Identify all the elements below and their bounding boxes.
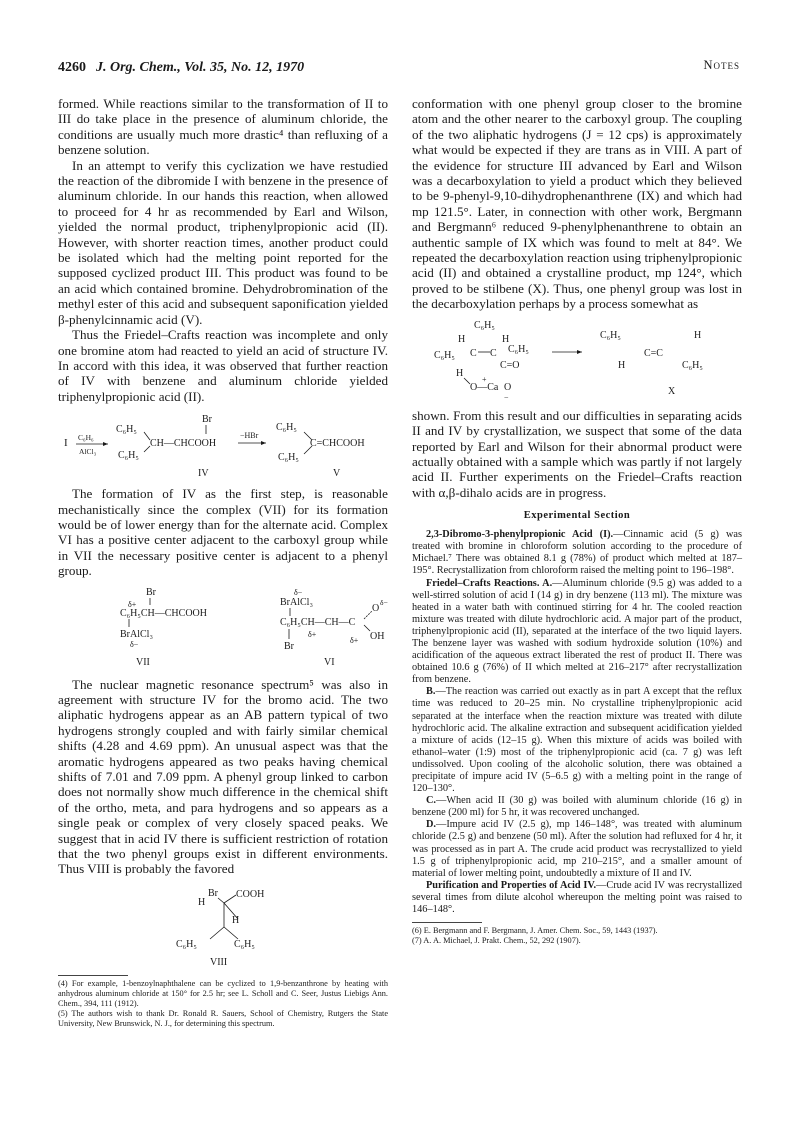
atom-label: O [372,602,380,614]
phenyl-label: C₆H₅ [434,349,455,361]
page-header [58,58,740,78]
experimental-paragraph [412,686,742,795]
atom-label: C [490,347,497,359]
structure-text: C=CHCOOH [310,438,365,450]
paragraph-body: —The reaction was carried out exactly as in part A except that the reflux time was reduced to 20–25 min. No crystalline triphenylpropionic acid separated at the interface when the reaction mixture was treated with dilute hydrochloric acid. The alkaline extraction and subsequent acidification yielded a mixture of acids (12–15 g). When this mixture of acids was boiled with ethanol–water (1:9) most of the triphenylpropionic acid (ca. 7 g) was left undissolved. Upon cooling of the alcoholic solution, there was obtained a precipitate of impure acid IV (5–6.5 g) with a melting point in the range of 120–130°. [412,686,742,795]
atom-label: Br [202,414,212,426]
paragraph-body: —Aluminum chloride (9.5 g) was added to a well-stirred solution of acid I (14 g) in dry benzene (113 ml). The mixture was heated in a water bath with continued stirring for 4 hr. The cooled reaction mixture was treated with dilute hydrochloric acid. A major part of the product, triphenylpropionic acid (II), separated at the interface of the two liquid layers. The benzene layer was washed with sodium hydroxide solution (10%) and acidification of the aqueous extract liberated the rest of product II. There was obtained 10.6 g (76%) of II which melted at 216–217° after recrystallization from benzene. [412,577,742,686]
paragraph-title: D. [426,819,437,831]
experimental-paragraph [412,819,742,879]
phenyl-label: C₆H₅ [118,450,139,462]
structure-text: CH—CHCOOH [150,438,217,450]
charge-label: + [482,374,487,384]
atom-label: O [504,381,512,393]
atom-label: H [502,333,510,345]
journal-citation: J. Org. Chem., Vol. 35, No. 12, 1970 [96,60,305,75]
page-number: 4260 [58,60,86,75]
atom-label: H [618,359,626,371]
charge-label: δ+ [350,635,359,645]
paragraph: The nuclear magnetic resonance spectrum⁵ was also in agreement with structure IV for the bromo acid. The two aliphatic hydrogens appear as an AB pattern typical of two hydrogens strongly coupled and with fairly similar chemical shifts (4.28 and 4.69 ppm). An unusual aspect was that the aromatic hydrogens appeared as two peaks having chemical shifts of 7.01 and 7.09 ppm. A phenyl group linked to carbon does not normally show much difference in the chemical shift of the ortho, meta, and para hydrogens and so appears as a single peak or complex of very closely spaced peaks. We suggest that in acid IV there is sufficient restriction of rotation that the two phenyl groups exist in different environments. Thus VIII is probably the favored [58,676,388,877]
footnote-rule [412,922,482,923]
phenyl-label: C₆H₅ [508,343,529,355]
atom-label: H [456,367,464,379]
paragraph: In an attempt to verify this cyclization we have restudied the reaction of the dibromide I with benzene in the presence of aluminum chloride. In our hands this reaction, when allowed to proceed for 4 hr as recommended by Earl and Wilson, yielded the normal product, triphenylpropionic acid (II). However, with shorter reaction times, another product could be isolated which had the melting point reported for the supposed cyclized product III. This product was found to be an acid which contained bromine. Dehydrobromination of the methyl ester of this acid and subsequent saponification yielded β-phenylcinnamic acid (V). [58,157,388,327]
phenyl-label: C₆H₅ [682,359,703,371]
footnote: (5) The authors wish to thank Dr. Ronald R. Sauers, School of Chemistry, Rutgers the State University, New Brunswick, N. J., for determining this spectrum. [58,1009,388,1029]
charge-label: δ− [380,597,388,607]
section-heading: Experimental Section [523,510,631,522]
reagent-label: C₆H₆ [78,433,94,443]
decarboxylation-scheme [412,318,742,402]
footnote: (4) For example, 1-benzoylnaphthalene can be cyclized to 1,9-benzanthrone by heating with anhydrous aluminum chloride at 150° for 2.5 hr; see L. Scholl and C. Seer, Justus Liebigs Ann. Chem., 394, 111 (1912). [58,978,388,1009]
reagent-label: −HBr [240,431,259,441]
phenyl-label: C₆H₅ [278,452,299,464]
paragraph-title: 2,3-Dibromo-3-phenylpropionic Acid (I). [426,529,614,541]
paragraph: Thus the Friedel–Crafts reaction was incomplete and only one bromine atom had reacted to yield an acid of structure IV. In accord with this idea, it was observed that further reaction of IV with benzene and aluminum chloride yielded triphenylpropionic acid (II). [58,327,388,404]
phenyl-label: C₆H₅ [600,329,621,341]
structure-text: BrAlCl₃ [280,596,313,608]
bond-line [218,898,224,903]
paragraph: conformation with one phenyl group closer to the bromine atom and the other nearer to the carboxyl group. The coupling of the two aliphatic hydrogens (J = 12 cps) is approximately what would be expected if they are trans as in VIII. A part of the evidence for structure III advanced by Earl and Wilson was a decarboxylation to yield a product which they believed to be 9-phenyl-9,10-dihydrophenanthrene (IX) and which had mp 121.5°. Later, in connection with other work, Bergmann and Bergmann⁶ reduced 9-phenylphenanthrene to obtain an authentic sample of IX which was found to melt at 84°. We repeated the decarboxylation reaction using triphenylpropionic acid (II) and obtained a crystalline product, mp 124°, which proved to be stilbene (X). Thus, one phenyl group was lost in the decarboxylation perhaps by a process somewhat as [412,96,742,312]
phenyl-label: C₆H₅ [234,938,255,950]
atom-label: C [470,347,477,359]
bond-line [577,350,582,354]
conformer-viii [58,883,388,969]
compound-label: VII [136,656,150,668]
paragraph: shown. From this result and our difficulties in separating acids II and IV by crystallization, we suspect that some of the data reported by Earl and Wilson for their abnormal product were actually obtained with a sample which was partly if not largely acid II. Further experiments on the Friedel–Crafts reaction with α,β-dihalo acids are in progress. [412,407,742,500]
atom-label: OH [370,630,385,642]
experimental-paragraph [412,578,742,687]
atom-label: Br [146,586,156,598]
experimental-paragraph [412,880,742,916]
charge-label: δ− [130,639,139,649]
phenyl-label: C₆H₅ [474,319,495,331]
compound-label: VI [324,656,335,668]
footnote: (7) A. A. Michael, J. Prakt. Chem., 52, 292 (1907). [412,936,581,946]
structure-text: C₆H₅CH—CH—C [280,616,356,628]
structure-text: C=O [500,359,520,371]
experimental-paragraph [412,795,742,819]
structure-text: COOH [236,888,265,900]
compound-label: V [333,468,341,480]
structure-text: BrAlCl₃ [120,628,153,640]
paragraph-body: —Impure acid IV (2.5 g), mp 146–148°, was treated with aluminum chloride (2.5 g) and benzene (50 ml). After the solution had refluxed for 4 hr, it was processed as in part A. The crude acid product was recrystallized to yield 1.5 g of triphenylpropionic acid, mp 210–215°, and a smaller amount of material of lower melting point, undoubtedly a mixture of II and IV. [412,819,742,879]
charge-label: − [504,392,509,402]
bond-line [224,895,236,903]
phenyl-label: C₆H₅ [276,422,297,434]
atom-label: H [694,329,702,341]
compound-label: IV [198,468,209,480]
left-column [58,96,388,1029]
bond-line [224,927,238,939]
atom-label: H [458,333,466,345]
atom-label: Br [208,887,218,899]
charge-label: δ+ [128,599,137,609]
paragraph-title: Purification and Properties of Acid IV. [426,879,597,891]
reaction-scheme-i-iv-v [58,410,388,480]
right-column [412,96,742,946]
paragraph-title: Friedel–Crafts Reactions. A. [426,577,553,589]
footnote-rule [58,975,128,976]
paragraph-body: —When acid II (30 g) was boiled with aluminum chloride (16 g) in benzene (200 ml) for 5 hr, it was recovered unchanged. [412,795,742,819]
paragraph-body: —Cinnamic acid (5 g) was treated with bromine in chloroform solution according to the procedure of Michael.⁷ There was obtained 8.1 g (78%) of product which melted at 187–195°. Recrystallization from chloroform raised the melting point to 196–198°. [412,529,742,577]
atom-label: H [198,896,206,908]
bond-line [210,927,224,939]
compound-label: VIII [210,956,228,968]
experimental-section [412,529,742,916]
structure-text: O—Ca [470,381,499,393]
compound-label: X [668,385,676,397]
bond-line [261,441,266,445]
experimental-paragraph [412,529,742,577]
paragraph-body: —Crude acid IV was recrystallized several times from dilute alcohol whereupon the melting point was raised to 146–148°. [412,879,742,916]
structure-text: C₆H₅CH—CHCOOH [120,607,207,619]
paragraph-title: C. [426,795,437,807]
reagent-label: AlCl₃ [79,447,97,457]
compound-label: I [64,437,68,450]
charge-label: δ+ [308,629,317,639]
phenyl-label: C₆H₅ [116,424,137,436]
phenyl-label: C₆H₅ [176,938,197,950]
structure-text: C=C [644,347,663,359]
atom-label: H [232,914,240,926]
atom-label: Br [284,640,294,652]
charge-label: δ− [294,587,303,597]
bond-line [364,611,372,619]
bond-line [103,442,108,446]
paragraph: The formation of IV as the first step, is reasonable mechanistically since the complex (VII) for its formation would be of lower energy than for the alternate acid. Complex VI has a positive center adjacent to the carboxyl group while in VII the necessary positive center is adjacent to a phenyl group. [58,486,388,579]
paragraph: formed. While reactions similar to the transformation of II to III do take place in the presence of aluminum chloride, the conditions are usually much more drastic⁴ than refluxing of a benzene solution. [58,96,388,158]
paragraph-title: B. [426,686,436,698]
section-label: Notes [703,58,740,72]
complex-structures-vii-vi [58,585,388,671]
footnote: (6) E. Bergmann and F. Bergmann, J. Amer. Chem. Soc., 59, 1443 (1937). [412,926,658,936]
